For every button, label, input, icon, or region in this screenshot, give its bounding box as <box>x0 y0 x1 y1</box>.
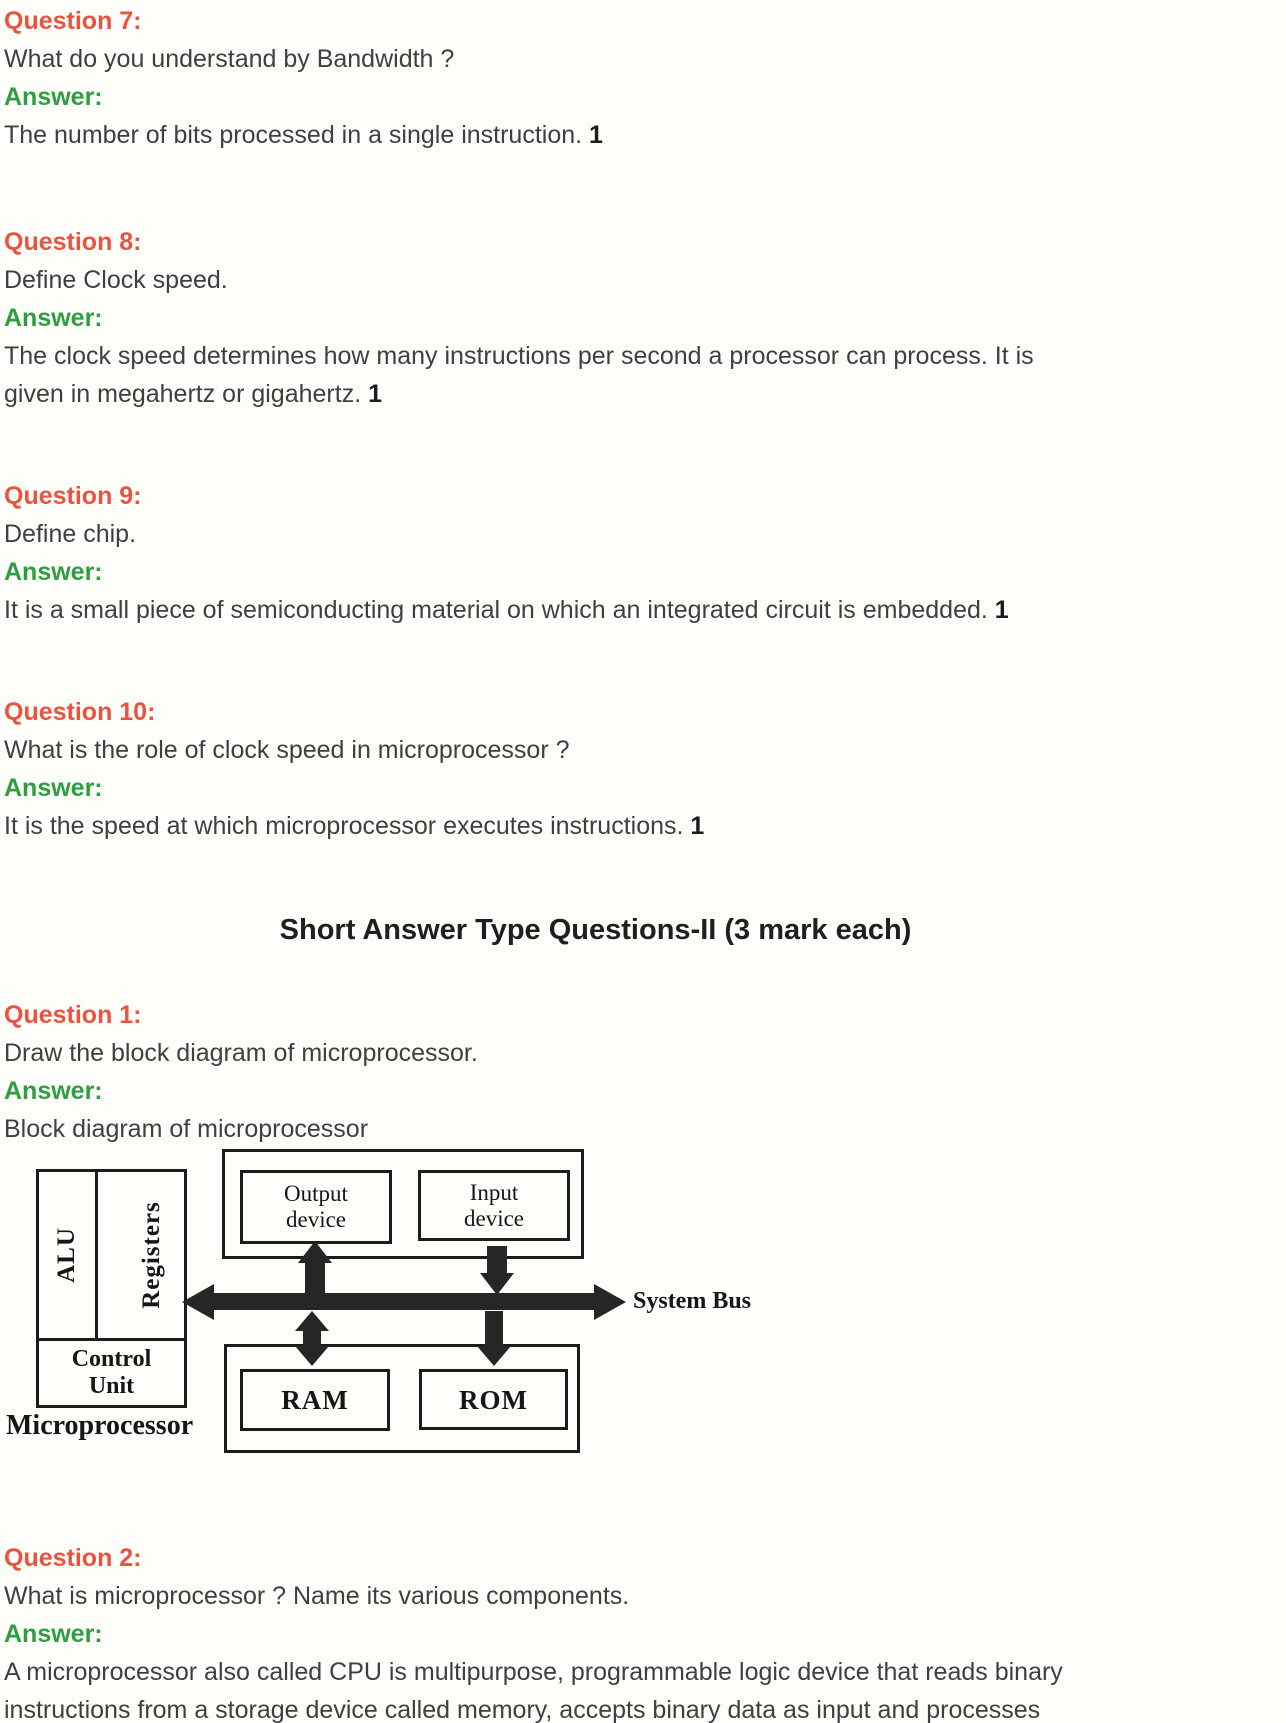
ram-box <box>240 1369 390 1431</box>
system-bus-bar <box>214 1293 594 1310</box>
question-7-label: Question 7: <box>4 7 142 35</box>
output-device-label: Output device <box>284 1181 348 1232</box>
question-1-block <box>4 996 1282 1467</box>
question-1-text: Draw the block diagram of microprocessor. <box>4 1039 478 1067</box>
marks-badge: 1 <box>368 380 383 408</box>
rom-box <box>419 1369 568 1430</box>
registers-label: Registers <box>137 1201 165 1309</box>
answer-7-label: Answer: <box>4 83 103 111</box>
answer-2-line-2: instructions from a storage device called memory, accepts binary data as input and processes <box>4 1696 1041 1723</box>
output-device-box <box>240 1170 392 1244</box>
question-10-label: Question 10: <box>4 698 156 726</box>
input-arrow-shaft <box>487 1246 507 1274</box>
section-heading: Short Answer Type Questions-II (3 mark each) <box>279 914 912 946</box>
answer-2-line-1: A microprocessor also called CPU is multipurpose, programmable logic device that reads binary <box>4 1658 1063 1686</box>
system-bus-left-arrow-icon <box>182 1284 214 1320</box>
ram-up-arrow-icon <box>295 1311 329 1331</box>
input-device-box <box>418 1170 570 1241</box>
answer-1-intro: Block diagram of microprocessor <box>4 1115 369 1143</box>
answer-8-line-1: The clock speed determines how many instructions per second a processor can process. It is <box>4 342 1034 370</box>
system-bus-right-arrow-icon <box>594 1284 626 1320</box>
answer-10-label: Answer: <box>4 774 103 802</box>
question-1-label: Question 1: <box>4 1001 142 1029</box>
input-down-arrow-icon <box>480 1273 514 1295</box>
ram-label: RAM <box>281 1385 349 1415</box>
question-2-text: What is microprocessor ? Name its various components. <box>4 1582 630 1610</box>
input-device-label: Input device <box>463 1179 524 1231</box>
answer-8-line-2-text: given in megahertz or gigahertz. <box>4 380 362 408</box>
question-9-text: Define chip. <box>4 520 137 548</box>
answer-9-line: It is a small piece of semiconducting material on which an integrated circuit is embedded. <box>4 596 988 624</box>
answer-9-text <box>4 591 1282 629</box>
alu-cell <box>39 1172 98 1338</box>
io-devices-box <box>222 1149 584 1259</box>
question-8-block <box>4 223 1282 413</box>
control-unit-cell <box>39 1338 184 1405</box>
output-up-arrow-icon <box>298 1241 332 1263</box>
cpu-box <box>36 1169 187 1408</box>
answer-8-text <box>4 337 1282 413</box>
memory-box <box>224 1344 580 1453</box>
answer-8-line-2 <box>4 375 1282 413</box>
microprocessor-block-diagram <box>4 1149 804 1467</box>
question-10-text: What is the role of clock speed in microprocessor ? <box>4 736 570 764</box>
answer-7-line: The number of bits processed in a single instruction. <box>4 121 583 149</box>
marks-badge: 1 <box>589 121 603 149</box>
marks-badge: 1 <box>994 596 1009 624</box>
alu-label: ALU <box>52 1227 80 1283</box>
question-9-label: Question 9: <box>4 482 142 510</box>
answer-2-label: Answer: <box>4 1620 103 1648</box>
answer-9-label: Answer: <box>4 558 103 586</box>
rom-arrow-shaft <box>485 1311 503 1347</box>
ram-down-arrow-icon <box>295 1346 329 1366</box>
answer-8-label: Answer: <box>4 304 103 332</box>
question-7-block <box>4 2 1282 154</box>
marks-badge: 1 <box>690 812 705 840</box>
rom-down-arrow-icon <box>477 1346 511 1366</box>
rom-label: ROM <box>459 1384 528 1415</box>
question-8-text: Define Clock speed. <box>4 266 228 294</box>
answer-2-text <box>4 1653 1282 1723</box>
question-8-label: Question 8: <box>4 228 142 256</box>
microprocessor-label: Microprocessor <box>6 1410 194 1441</box>
question-2-label: Question 2: <box>4 1544 142 1572</box>
answer-7-text <box>4 116 1282 154</box>
answer-10-text <box>4 807 1282 845</box>
ram-arrow-shaft <box>303 1331 321 1347</box>
output-arrow-shaft <box>305 1262 325 1295</box>
cpu-upper-row <box>39 1172 184 1338</box>
control-unit-label: Control Unit <box>71 1346 152 1399</box>
question-10-block <box>4 693 1282 845</box>
answer-1-label: Answer: <box>4 1077 103 1105</box>
question-2-block <box>4 1539 1282 1723</box>
question-7-text: What do you understand by Bandwidth ? <box>4 45 455 73</box>
answer-10-line: It is the speed at which microprocessor executes instructions. <box>4 812 684 840</box>
question-9-block <box>4 477 1282 629</box>
system-bus-label: System Bus <box>633 1288 752 1314</box>
